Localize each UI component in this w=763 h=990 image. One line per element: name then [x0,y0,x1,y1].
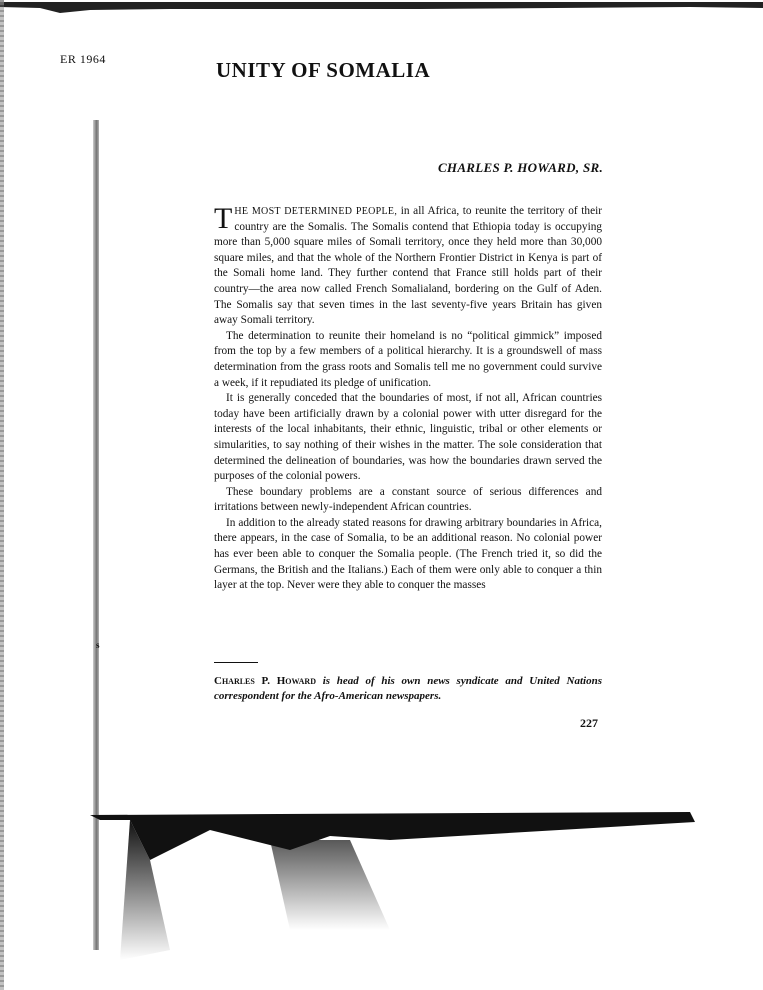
drop-cap: T [214,202,233,235]
scan-bottom-shadow [90,800,700,990]
footnote-rule [214,662,258,663]
running-head: ER 1964 [60,52,106,66]
scan-left-edge [0,0,4,990]
footnote-author-name: Charles P. Howard [214,675,316,687]
paragraph: It is generally conceded that the boundaries of most, if not all, African countries today have been artificially drawn by a colonial power with utter disregard for the interests of the local inhabitants, their ethnic, linguistic, tribal or other elements or simularities, to say nothing of their wishes in the matter. The sole consideration that determined the delineation of boundaries, was how the boundaries drawn served the purposes of the colonial powers. [214,392,602,483]
author-byline: CHARLES P. HOWARD, SR. [437,160,603,175]
lead-paragraph [214,204,602,329]
footnote [214,674,602,704]
paragraph: In addition to the already stated reasons for drawing arbitrary boundaries in Africa, there appears, in the case of Somalia, to be an additional reason. No colonial power has ever been able to conquer the Somalia people. (The French tried it, so did the Germans, the British and the Italians.) Each of them were only able to conquer a thin layer at the top. Never were they able to conquer the masses [214,516,602,592]
article-body [214,204,602,594]
scan-top-border [0,0,763,16]
article-title: UNITY OF SOMALIA [216,58,431,82]
paragraph: The determination to reunite their homeland is no “political gimmick” imposed from the top by a few members of a political hierarchy. It is a groundswell of mass determination from the grass roots and Somalis tell me no government could survive a week, if it repudiated its pledge of unification. [214,329,602,389]
footnote-text: is head of his own news syndicate and United Nations correspondent for the Afro-American newspapers. [214,675,602,702]
lead-text: in all Africa, to reunite the territory of their country are the Somalis. The Somalis contend that Ethiopia today is occupying more than 5,000 square miles of Somali territory, once they held more than 30,000 square miles, and that the whole of the Northern Frontier District in Kenya is part of the Somali home land. They further contend that France still holds part of their country—the area now called French Somalialand, bordering on the Gulf of Aden. The Somalis say that seven times in the last seventy-five years Britain has given away Somali territory. [214,205,602,327]
paragraph: These boundary problems are a constant source of serious differences and irritations between newly-independent African countries. [214,485,602,514]
page-number: 227 [580,716,598,730]
margin-mark: s [96,640,100,650]
lead-smallcaps: HE MOST DETERMINED PEOPLE, [234,206,398,217]
